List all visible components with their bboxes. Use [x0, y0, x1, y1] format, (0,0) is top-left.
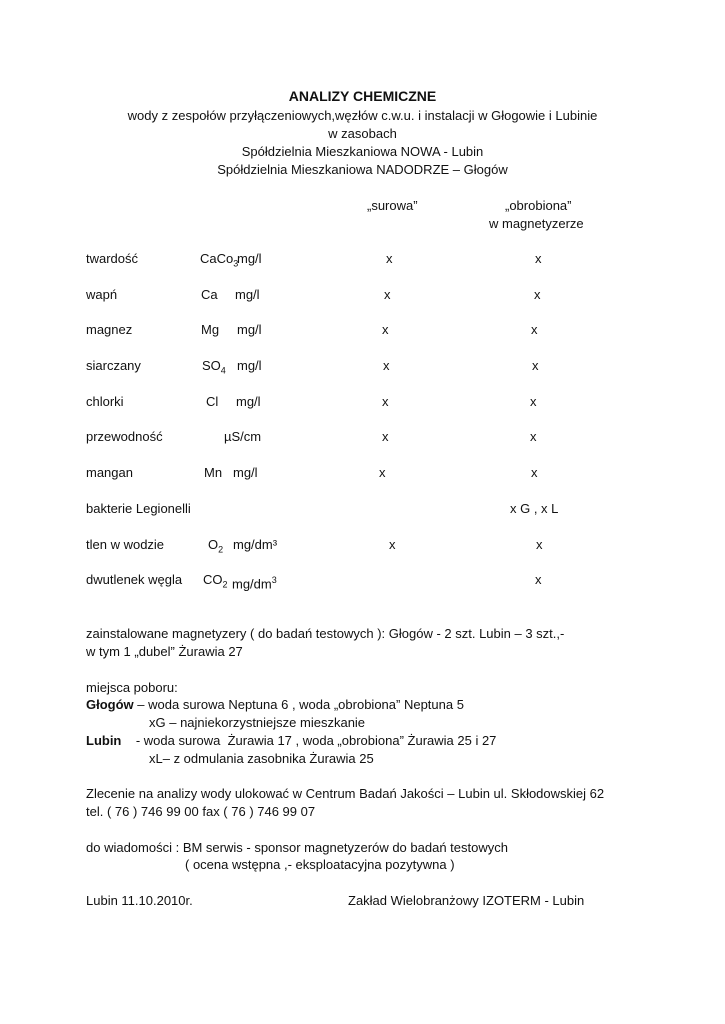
row-name-sulfates: siarczany [86, 358, 141, 373]
subtitle-line-2: w zasobach [328, 126, 397, 141]
row-formula-magnesium: Mg [201, 322, 220, 337]
info-line-2: ( ocena wstępna ,- eksploatacyjna pozytywna ) [185, 857, 455, 872]
row-raw-conductivity: x [382, 429, 389, 444]
row-unit-sulfates: mg/l [237, 358, 262, 373]
row-unit-chlorides: mg/l [236, 394, 261, 409]
row-formula-hardness: CaCo$_3$ [200, 251, 239, 269]
order-line-1: Zlecenie na analizy wody ulokować w Centrum Badań Jakości – Lubin ul. Skłodowskiej 62 [86, 786, 605, 801]
row-formula-sulfates: $SO_4$ [202, 358, 226, 376]
sampling-lubin-note: xL– z odmulania zasobnika Żurawia 25 [149, 751, 374, 766]
row-formula-chlorides: Cl [206, 394, 219, 409]
company-signature: Zakład Wielobranżowy IZOTERM - Lubin [348, 893, 585, 908]
installed-note-line-1: zainstalowane magnetyzery ( do badań testowych ): Głogów - 2 szt. Lubin – 3 szt.,- [86, 626, 565, 641]
row-unit-oxygen: mg/dm³ [233, 537, 278, 552]
column-header-treated: „obrobiona” [505, 198, 572, 213]
row-treated-sulfates: x [532, 358, 539, 373]
row-formula-oxygen: $O_2$ [208, 537, 224, 555]
row-name-chlorides: chlorki [86, 394, 124, 409]
sampling-heading: miejsca poboru: [86, 680, 178, 695]
row-treated-carbon-dioxide: x [535, 572, 542, 587]
place-date: Lubin 11.10.2010r. [86, 893, 193, 908]
installed-note-line-2: w tym 1 „dubel” Żurawia 27 [86, 644, 243, 659]
row-name-carbon-dioxide: dwutlenek węgla [86, 572, 183, 587]
row-unit-conductivity: µS/cm [224, 429, 262, 444]
row-formula-calcium: Ca [201, 287, 218, 302]
info-line-1: do wiadomości : BM serwis - sponsor magnetyzerów do badań testowych [86, 840, 508, 855]
row-raw-sulfates: x [383, 358, 390, 373]
row-treated-hardness: x [535, 251, 542, 266]
order-line-2: tel. ( 76 ) 746 99 00 fax ( 76 ) 746 99 07 [86, 804, 316, 819]
document-title: ANALIZY CHEMICZNE [288, 88, 437, 104]
row-unit-magnesium: mg/l [237, 322, 262, 337]
row-raw-oxygen: x [389, 537, 396, 552]
row-treated-magnesium: x [531, 322, 538, 337]
subtitle-line-1: wody z zespołów przyłączeniowych,węzłów c.w.u. i instalacji w Głogowie i Lubinie [127, 108, 598, 123]
row-raw-chlorides: x [382, 394, 389, 409]
row-unit-hardness: mg/l [237, 251, 262, 266]
row-treated-manganese: x [531, 465, 538, 480]
column-header-raw: „surowa” [367, 198, 418, 213]
row-treated-legionella: x G , x L [510, 501, 559, 516]
row-treated-oxygen: x [536, 537, 543, 552]
row-unit-manganese: mg/l [233, 465, 258, 480]
row-formula-carbon-dioxide: $CO_2$ [203, 572, 228, 590]
row-unit-calcium: mg/l [235, 287, 260, 302]
row-name-conductivity: przewodność [86, 429, 163, 444]
sampling-glogow-note: xG – najniekorzystniejsze mieszkanie [149, 715, 366, 730]
row-treated-chlorides: x [530, 394, 537, 409]
row-name-manganese: mangan [86, 465, 133, 480]
row-unit-carbon-dioxide: $mg/dm^3$ [232, 575, 277, 592]
row-formula-manganese: Mn [204, 465, 223, 480]
row-raw-manganese: x [379, 465, 386, 480]
row-raw-calcium: x [384, 287, 391, 302]
sampling-glogow: Głogów – woda surowa Neptuna 6 , woda „obrobiona” Neptuna 5 [86, 697, 464, 712]
sampling-lubin: Lubin - woda surowa Żurawia 17 , woda „obrobiona” Żurawia 25 i 27 [86, 733, 497, 748]
row-name-oxygen: tlen w wodzie [86, 537, 165, 552]
row-treated-conductivity: x [530, 429, 537, 444]
row-name-magnesium: magnez [86, 322, 133, 337]
row-treated-calcium: x [534, 287, 541, 302]
column-header-treated-sub: w magnetyzerze [489, 216, 584, 231]
row-raw-magnesium: x [382, 322, 389, 337]
row-name-hardness: twardość [86, 251, 139, 266]
row-name-calcium: wapń [86, 287, 118, 302]
row-name-legionella: bakterie Legionelli [86, 501, 191, 516]
subtitle-line-4: Spółdzielnia Mieszkaniowa NADODRZE – Głogów [217, 162, 508, 177]
row-raw-hardness: x [386, 251, 393, 266]
subtitle-line-3: Spółdzielnia Mieszkaniowa NOWA - Lubin [241, 144, 484, 159]
